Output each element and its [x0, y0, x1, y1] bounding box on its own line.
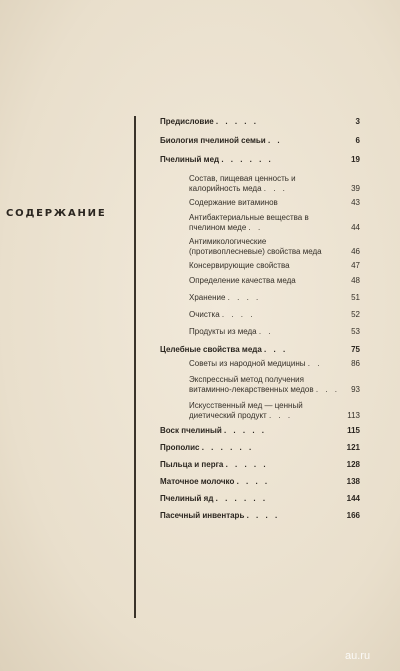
toc-entry-title: Хранение	[189, 293, 226, 302]
toc-page-number: 86	[351, 359, 360, 368]
toc-entry-title: Антимикологические (противоплесневые) свойства меда	[189, 237, 322, 256]
toc-entry-title: Маточное молочко	[160, 477, 235, 486]
toc-leader-dots: . .	[307, 359, 322, 368]
toc-page-number: 113	[347, 411, 360, 420]
toc-leader-dots: . . . .	[227, 293, 261, 302]
toc-leader-dots: . . . .	[236, 477, 270, 486]
toc-page-number: 75	[351, 345, 360, 354]
toc-entry-title: Воск пчелиный	[160, 426, 222, 435]
toc-subentry[interactable]	[189, 327, 360, 337]
toc-entry-title: Советы из народной медицины	[189, 359, 306, 368]
toc-page-number: 144	[346, 494, 360, 503]
toc-leader-dots: . . . . . .	[201, 443, 254, 452]
toc-page-number: 115	[347, 426, 360, 435]
toc-page-number: 121	[346, 443, 360, 452]
toc-page-number: 93	[351, 385, 360, 394]
toc-leader-dots: . . .	[268, 411, 293, 420]
toc-entry-title: Продукты из меда	[189, 327, 257, 336]
toc-leader-dots: . . . . .	[223, 426, 267, 435]
toc-entry-title: Консервирующие свойства	[189, 261, 290, 270]
toc-entry-title: Содержание витаминов	[189, 198, 278, 207]
toc-page-number: 138	[346, 477, 360, 486]
watermark-text: au.ru	[345, 650, 371, 662]
toc-page-number: 3	[355, 117, 360, 126]
toc-entry-title: Очистка	[189, 310, 220, 319]
toc-page-number: 48	[351, 276, 360, 285]
toc-entry-title: Пыльца и перга	[160, 460, 224, 469]
toc-leader-dots: . . . . .	[215, 117, 259, 126]
toc-subentry[interactable]	[189, 276, 360, 286]
toc-entry-title: Пасечный инвентарь	[160, 511, 245, 520]
toc-page-number: 47	[351, 261, 360, 270]
toc-page-number: 6	[355, 136, 360, 145]
toc-entry[interactable]	[160, 494, 360, 504]
toc-entry-title: Искусственный мед — ценный диетический продукт	[189, 401, 303, 420]
toc-leader-dots: . . .	[263, 184, 288, 193]
toc-subentry[interactable]	[189, 237, 360, 257]
toc-entry-title: Пчелиный мед	[160, 155, 220, 164]
toc-entry-title: Предисловие	[160, 117, 214, 126]
toc-entry[interactable]	[160, 345, 360, 355]
toc-subentry[interactable]	[189, 198, 360, 208]
toc-leader-dots: . . .	[315, 385, 340, 394]
toc-entry-title: Биология пчелиной семьи	[160, 136, 266, 145]
toc-leader-dots: . .	[248, 223, 263, 232]
toc-subentry[interactable]	[189, 213, 360, 233]
toc-leader-dots: . . . .	[246, 511, 280, 520]
toc-page-number: 128	[346, 460, 360, 469]
toc-entry[interactable]	[160, 477, 360, 487]
toc-leader-dots: . . . . . .	[221, 155, 274, 164]
toc-leader-dots: . . .	[264, 345, 288, 354]
toc-leader-dots: . . . . .	[225, 460, 269, 469]
toc-page-number: 52	[351, 310, 360, 319]
toc-leader-dots: . . . .	[221, 310, 255, 319]
toc-subentry[interactable]	[189, 375, 360, 395]
toc-page-number: 166	[346, 511, 360, 520]
vertical-rule	[134, 116, 136, 618]
toc-leader-dots: . .	[267, 136, 283, 145]
toc-entry-title: Пчелиный яд	[160, 494, 214, 503]
toc-entry[interactable]	[160, 511, 360, 521]
toc-page-number: 43	[351, 198, 360, 207]
toc-entry-title: Определение качества меда	[189, 276, 296, 285]
toc-entry-title: Целебные свойства меда	[160, 345, 262, 354]
toc-subentry[interactable]	[189, 401, 360, 421]
toc-entry[interactable]	[160, 426, 360, 436]
toc-entry-title: Антибактериальные вещества в пчелином меде	[189, 213, 309, 232]
toc-leader-dots: . .	[258, 327, 274, 336]
toc-entry[interactable]	[160, 443, 360, 453]
toc-entry[interactable]	[160, 155, 360, 165]
toc-entry[interactable]	[160, 460, 360, 470]
toc-page-number: 46	[351, 247, 360, 256]
toc-page-number: 19	[351, 155, 360, 164]
toc-subentry[interactable]	[189, 261, 360, 271]
toc-subentry[interactable]	[189, 310, 360, 320]
toc-entry[interactable]	[160, 136, 360, 146]
toc-subentry[interactable]	[189, 174, 360, 194]
toc-entry-title: Состав, пищевая ценность и калорийность меда	[189, 174, 296, 193]
toc-entry-title: Прополис	[160, 443, 200, 452]
toc-leader-dots: . . . . . .	[215, 494, 268, 503]
toc-entry-title: Экспрессный метод получения витаминно-лекарственных медов	[189, 375, 314, 394]
toc-page-number: 39	[351, 184, 360, 193]
toc-subentry[interactable]	[189, 293, 360, 303]
toc-page-number: 51	[351, 293, 360, 302]
toc-entry[interactable]	[160, 117, 360, 127]
table-of-contents	[160, 117, 360, 521]
toc-page-number: 44	[351, 223, 360, 232]
toc-subentry[interactable]	[189, 359, 360, 369]
contents-heading: СОДЕРЖАНИЕ	[6, 208, 107, 219]
toc-page-number: 53	[351, 327, 360, 336]
